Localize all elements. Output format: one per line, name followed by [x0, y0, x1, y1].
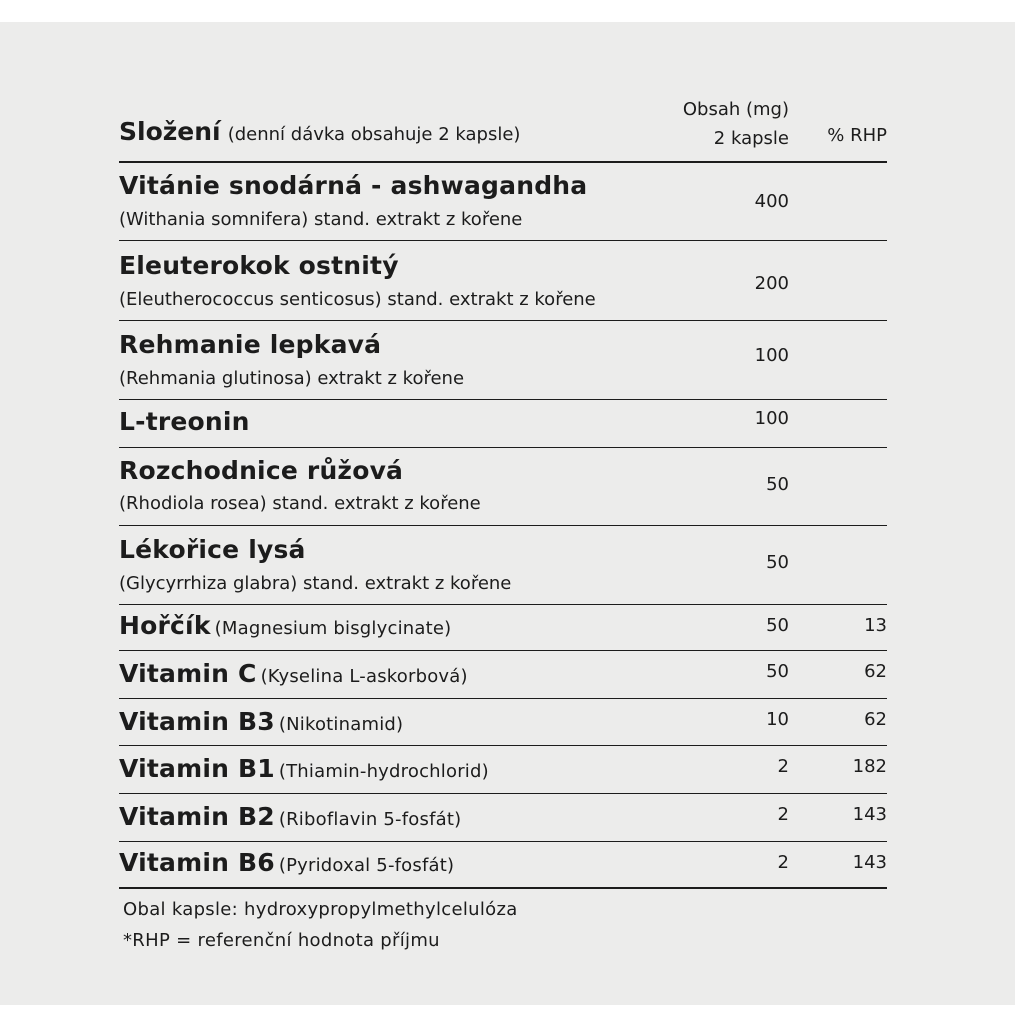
ingredient-detail: (Eleutherococcus senticosus) stand. extrakt z kořene	[119, 289, 596, 310]
ingredient-name	[119, 754, 489, 783]
ingredient-name: Lékořice lysá	[119, 535, 306, 564]
ingredient-detail: (Withania somnifera) stand. extrakt z kořene	[119, 209, 523, 230]
ingredient-rhp: 143	[852, 804, 887, 825]
ingredient-name-text: Hořčík	[119, 611, 211, 640]
title-subtitle: (denní dávka obsahuje 2 kapsle)	[227, 124, 521, 145]
ingredient-note: (Nikotinamid)	[278, 714, 404, 735]
rhp-column-header: % RHP	[827, 125, 887, 146]
table-row	[119, 400, 887, 448]
table-row	[119, 321, 887, 400]
ingredient-name: Vitánie snodárná - ashwagandha	[119, 171, 588, 200]
table-header	[119, 95, 887, 163]
ingredient-amount: 50	[766, 552, 789, 573]
footer-notes	[123, 894, 518, 956]
ingredient-name-text: Vitamin B2	[119, 802, 275, 831]
ingredient-note: (Riboflavin 5-fosfát)	[278, 809, 462, 830]
ingredient-note: (Magnesium bisglycinate)	[214, 618, 452, 639]
table-row	[119, 163, 887, 241]
ingredient-name	[119, 611, 451, 640]
table-row	[119, 526, 887, 605]
amount-column-header	[683, 95, 789, 153]
ingredient-amount: 50	[766, 615, 789, 636]
ingredient-amount: 2	[777, 804, 789, 825]
ingredient-amount: 2	[777, 756, 789, 777]
ingredient-note: (Pyridoxal 5-fosfát)	[278, 855, 455, 876]
label-panel	[0, 22, 1015, 1005]
rhp-footnote: *RHP = referenční hodnota příjmu	[123, 930, 440, 951]
table-row	[119, 842, 887, 889]
ingredient-name: Rehmanie lepkavá	[119, 330, 382, 359]
capsule-note: Obal kapsle: hydroxypropylmethylcelulóza	[123, 899, 518, 920]
ingredient-name	[119, 659, 468, 688]
title-main: Složení	[119, 117, 221, 146]
ingredient-note: (Kyselina L-askorbová)	[260, 666, 468, 687]
amount-header-line1: Obsah (mg)	[682, 99, 789, 120]
table-title	[119, 117, 520, 146]
table-row	[119, 448, 887, 526]
ingredient-name	[119, 802, 461, 831]
ingredient-rhp: 182	[852, 756, 887, 777]
ingredient-name: L-treonin	[119, 407, 250, 436]
ingredient-note: (Thiamin-hydrochlorid)	[278, 761, 489, 782]
ingredient-amount: 50	[766, 661, 789, 682]
ingredient-name: Eleuterokok ostnitý	[119, 251, 399, 280]
ingredient-name-text: Vitamin B3	[119, 707, 275, 736]
ingredient-amount: 100	[754, 345, 789, 366]
ingredient-rhp: 13	[864, 615, 887, 636]
ingredient-name	[119, 848, 454, 877]
ingredient-name: Rozchodnice růžová	[119, 456, 404, 485]
ingredient-amount: 100	[754, 408, 789, 429]
ingredient-amount: 10	[766, 709, 789, 730]
ingredient-amount: 2	[777, 852, 789, 873]
table-row	[119, 699, 887, 746]
ingredient-amount: 200	[754, 273, 789, 294]
ingredient-detail: (Rehmania glutinosa) extrakt z kořene	[119, 368, 465, 389]
ingredient-name-text: Vitamin C	[119, 659, 257, 688]
ingredient-detail: (Rhodiola rosea) stand. extrakt z kořene	[119, 493, 481, 514]
ingredient-detail: (Glycyrrhiza glabra) stand. extrakt z kořene	[119, 573, 512, 594]
ingredient-rhp: 62	[864, 661, 887, 682]
ingredient-name-text: Vitamin B6	[119, 848, 275, 877]
ingredient-name-text: Vitamin B1	[119, 754, 275, 783]
ingredient-rhp: 143	[852, 852, 887, 873]
amount-header-line2: 2 kapsle	[713, 128, 789, 149]
table-row	[119, 746, 887, 794]
table-row	[119, 241, 887, 321]
ingredient-amount: 50	[766, 474, 789, 495]
table-row	[119, 794, 887, 842]
table-row	[119, 651, 887, 699]
ingredient-name	[119, 707, 403, 736]
table-row	[119, 605, 887, 651]
ingredient-rhp: 62	[864, 709, 887, 730]
ingredient-amount: 400	[754, 191, 789, 212]
